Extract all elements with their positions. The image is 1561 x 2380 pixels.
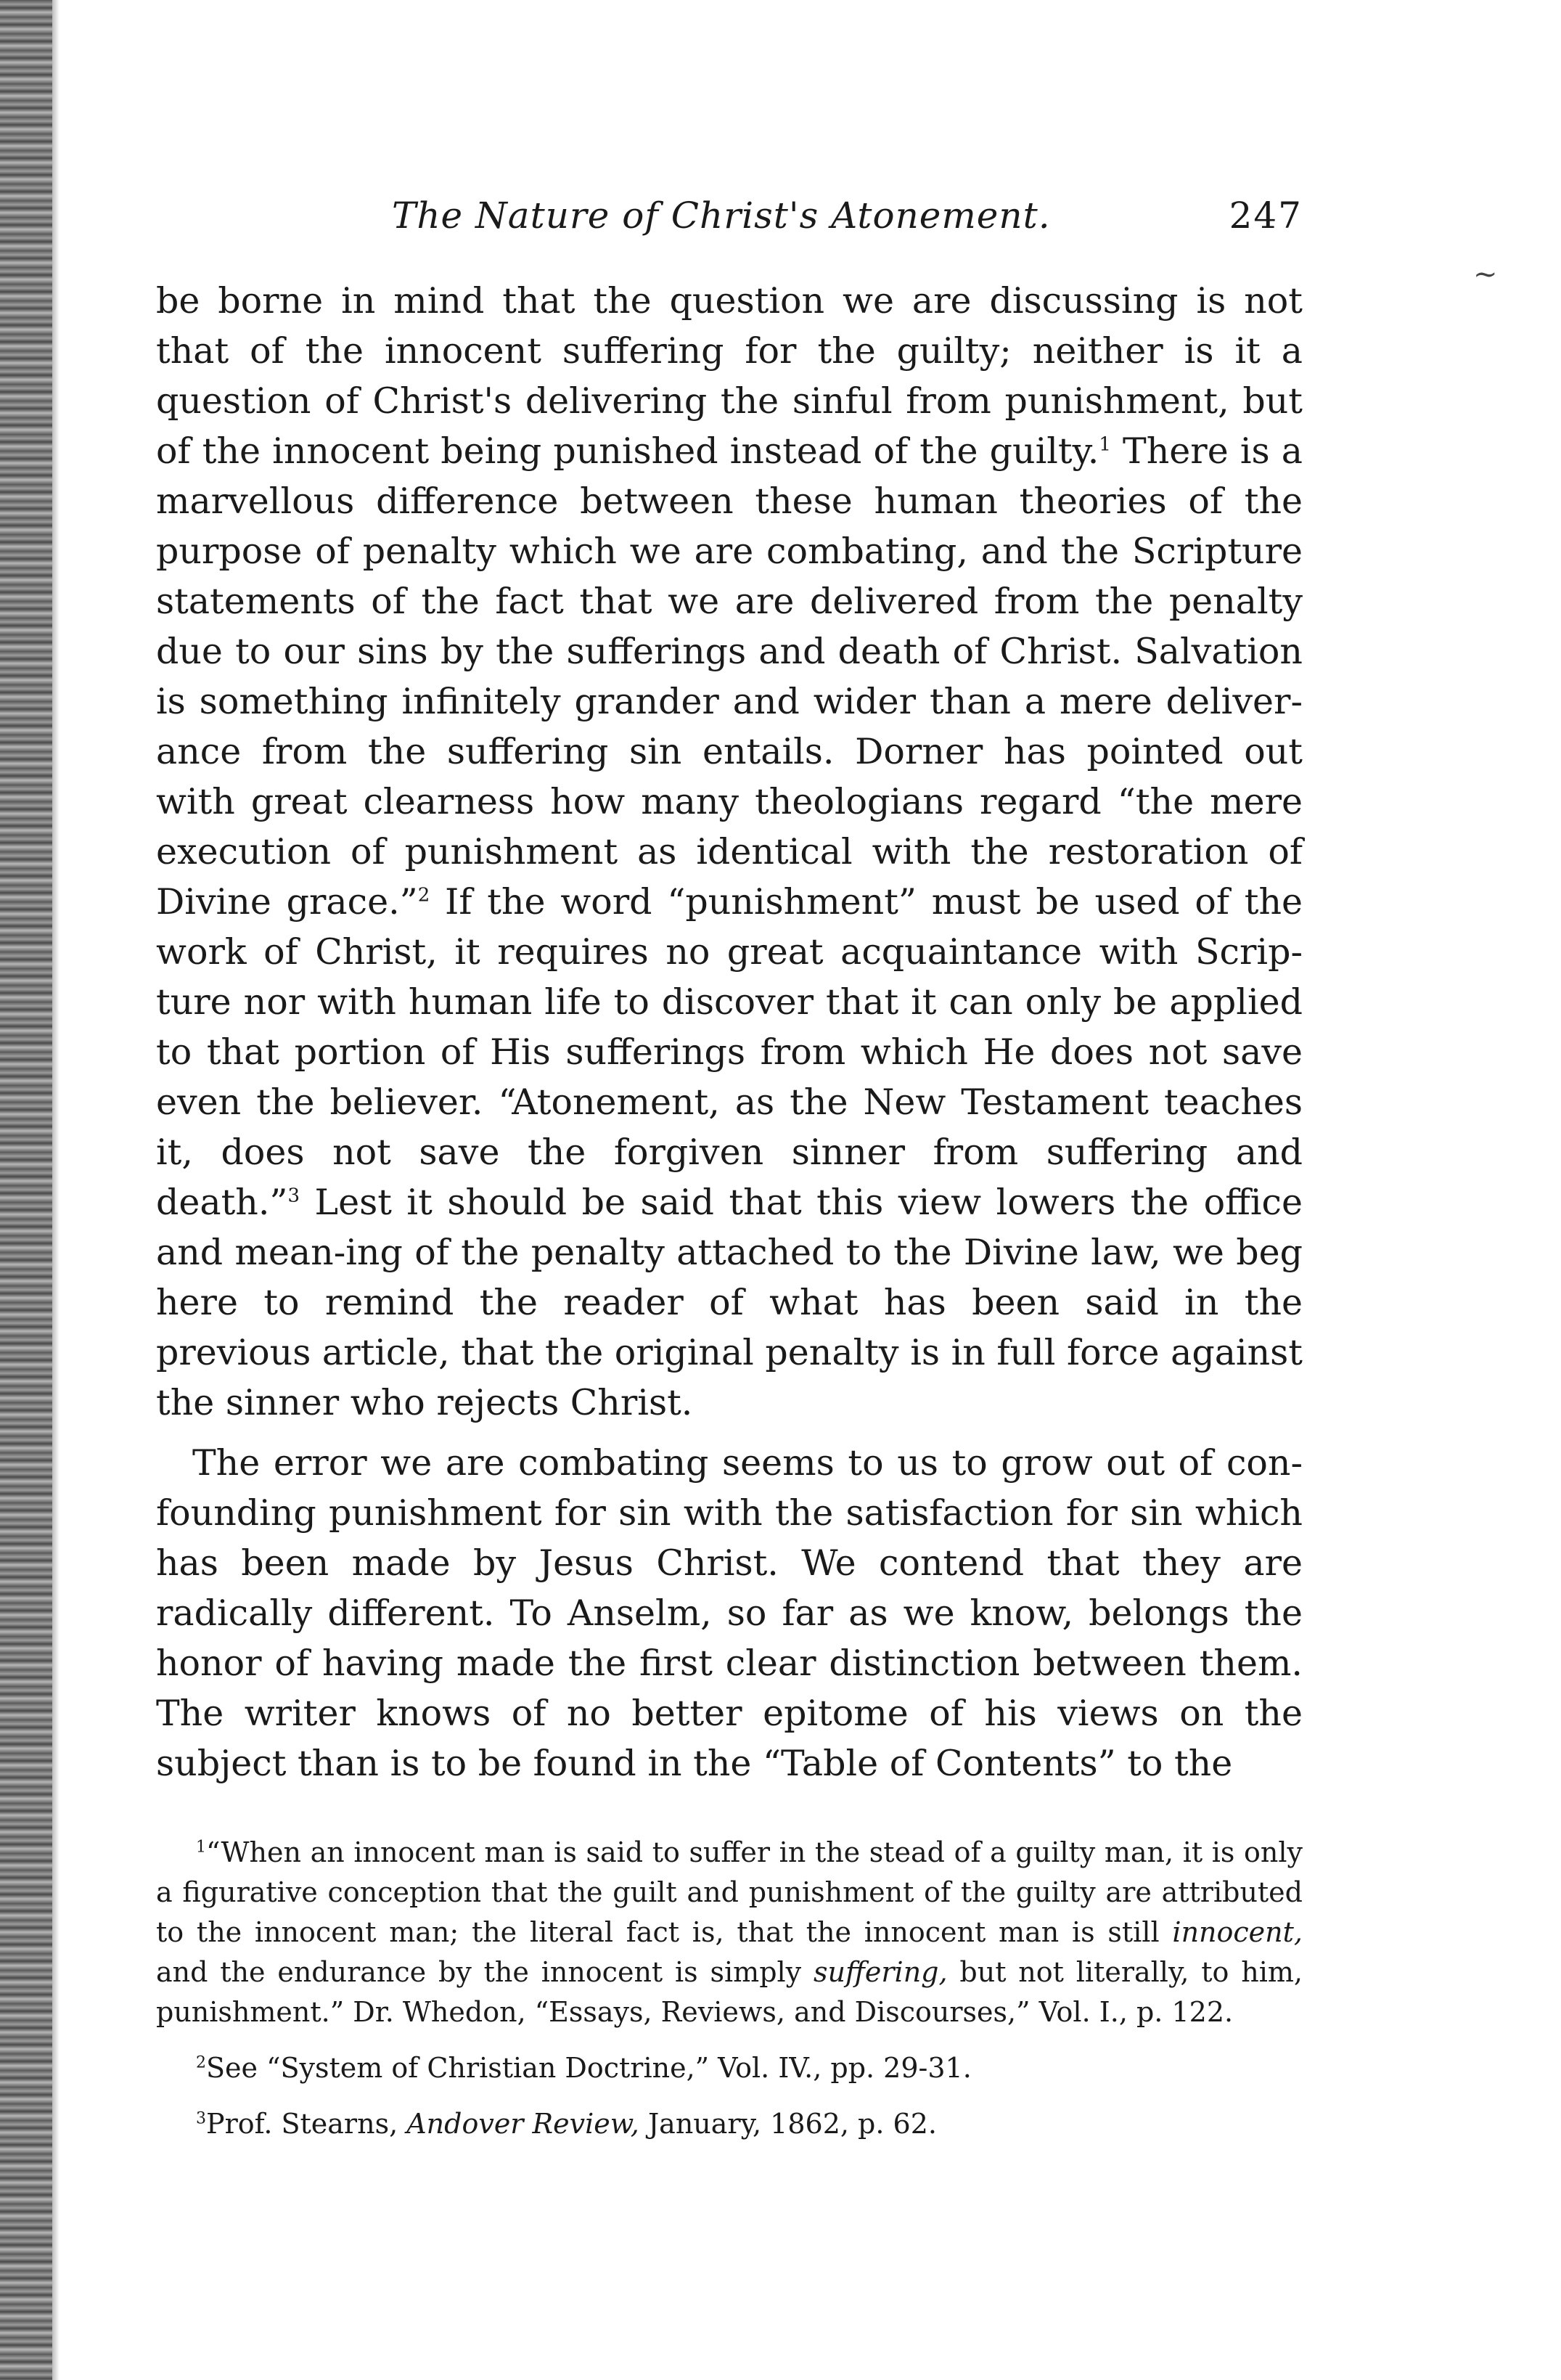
footnote-1-text-a: “When an innocent man is said to suffer in the stead of a guilty man, it is only a figurative conception that the guilt and punishment of the guilty are attributed to the innocent man; the literal fact is, that the innocent man is still [156, 1836, 1303, 1948]
footnote-ref-1[interactable]: 1 [1099, 433, 1111, 456]
footnote-3-text-b: January, 1862, p. 62. [639, 2108, 937, 2140]
paragraph-1-text-b: There is a marvellous difference between these human theories of the purpose of penalty which we are combating, and the Scripture statements of the fact that we are delivered from the penalty due to our sins by the sufferings and death of Christ. Salvation is something infinitely grander and wider than a mere deliver-ance from the suffering sin entails. Dorner has pointed out with great clearness how many theologians regard “the mere execution of punishment as identical with the restoration of Divine grace.” [156, 430, 1303, 923]
footnote-2-text: See “System of Christian Doctrine,” Vol. IV., pp. 29-31. [206, 2052, 972, 2084]
scan-binding-shadow [52, 0, 60, 2380]
footnote-2 [156, 2048, 1303, 2088]
page-number: 247 [1229, 195, 1303, 237]
footnote-3-text-a: Prof. Stearns, [206, 2108, 407, 2140]
footnote-3 [156, 2104, 1303, 2144]
footnote-2-mark: 2 [196, 2053, 206, 2072]
paragraph-1-text-d: Lest it should be said that this view lowers the office and mean-ing of the penalty attached to the Divine law, we beg here to remind the reader of what has been said in the previous article, that the original penalty is in full force against the sinner who rejects Christ. [156, 1182, 1303, 1423]
footnote-3-mark: 3 [196, 2109, 206, 2128]
footnote-1-mark: 1 [196, 1838, 206, 1857]
margin-mark: ~ [1473, 258, 1498, 291]
paragraph-1 [156, 276, 1303, 1428]
scan-binding-edge [0, 0, 52, 2380]
running-title: The Nature of Christ's Atonement. [392, 195, 1051, 237]
footnote-1-emphasis-suffering: suffering, [813, 1956, 948, 1988]
footnote-ref-3[interactable]: 3 [287, 1185, 300, 1207]
footnote-ref-2[interactable]: 2 [417, 884, 430, 907]
footnote-1 [156, 1833, 1303, 2032]
paragraph-2: The error we are combating seems to us to grow out of con-founding punishment for sin with the satisfaction for sin which has been made by Jesus Christ. We contend that they are radically different. To Anselm, so far as we know, belongs the honor of having made the first clear distinction between them. The writer knows of no better epitome of his views on the subject than is to be found in the “Table of Contents” to the [156, 1442, 1303, 1784]
paragraph-1-text-a: be borne in mind that the question we are discussing is not that of the innocent suffering for the guilty; neither is it a question of Christ's delivering the sinful from punishment, but of the innocent being punished instead of the guilty. [156, 280, 1303, 472]
footnote-1-emphasis-innocent: innocent, [1172, 1916, 1303, 1948]
footnotes [156, 1833, 1303, 2144]
body-text [156, 276, 1303, 1788]
running-header [156, 195, 1303, 245]
paragraph-1-text-c: If the word “punishment” must be used of the work of Christ, it requires no great acquaintance with Scrip-ture nor with human life to discover that it can only be applied to that portion of His sufferings from which He does not save even the believer. “Atonement, as the New Testament teaches it, does not save the forgiven sinner from suffering and death.” [156, 881, 1303, 1223]
footnote-1-text-c: but not literally, to him, punishment.” Dr. Whedon, “Essays, Reviews, and Discourses,” Vol. I., p. 122. [156, 1956, 1303, 2028]
footnote-3-journal-title: Andover Review, [406, 2108, 639, 2140]
footnote-1-text-b: and the endurance by the innocent is simply [156, 1956, 814, 1988]
